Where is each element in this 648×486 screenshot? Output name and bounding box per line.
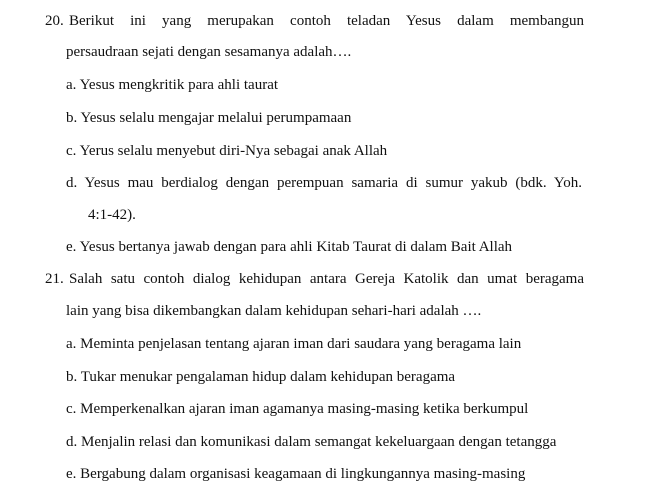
answer-option-b: b. Yesus selalu mengajar melalui perumpamaan [66,110,352,126]
answer-option-d: d. Menjalin relasi dan komunikasi dalam semangat kekeluargaan dengan tetangga [66,434,557,450]
answer-option-c: c. Yerus selalu menyebut diri-Nya sebagai anak Allah [66,143,388,159]
question-stem: Berikut ini yang merupakan contoh teladan Yesus dalam membangun [69,13,584,29]
question-stem: Salah satu contoh dialog kehidupan antara Gereja Katolik dan umat beragama [69,271,584,287]
answer-option-d-continued: 4:1-42). [88,207,136,223]
answer-option-e: e. Bergabung dalam organisasi keagamaan di lingkungannya masing-masing [66,466,526,482]
answer-option-b: b. Tukar menukar pengalaman hidup dalam kehidupan beragama [66,369,456,385]
question-stem-continued: persaudraan sejati dengan sesamanya adalah…. [66,44,352,60]
question-number: 21. [45,271,64,287]
question-stem-continued: lain yang bisa dikembangkan dalam kehidupan sehari-hari adalah …. [66,303,482,319]
answer-option-a: a. Yesus mengkritik para ahli taurat [66,77,279,93]
question-number: 20. [45,13,64,29]
answer-option-e: e. Yesus bertanya jawab dengan para ahli Kitab Taurat di dalam Bait Allah [66,239,513,255]
answer-option-a: a. Meminta penjelasan tentang ajaran iman dari saudara yang beragama lain [66,336,522,352]
answer-option-d: d. Yesus mau berdialog dengan perempuan samaria di sumur yakub (bdk. Yoh. [66,175,582,191]
answer-option-c: c. Memperkenalkan ajaran iman agamanya masing-masing ketika berkumpul [66,401,529,417]
